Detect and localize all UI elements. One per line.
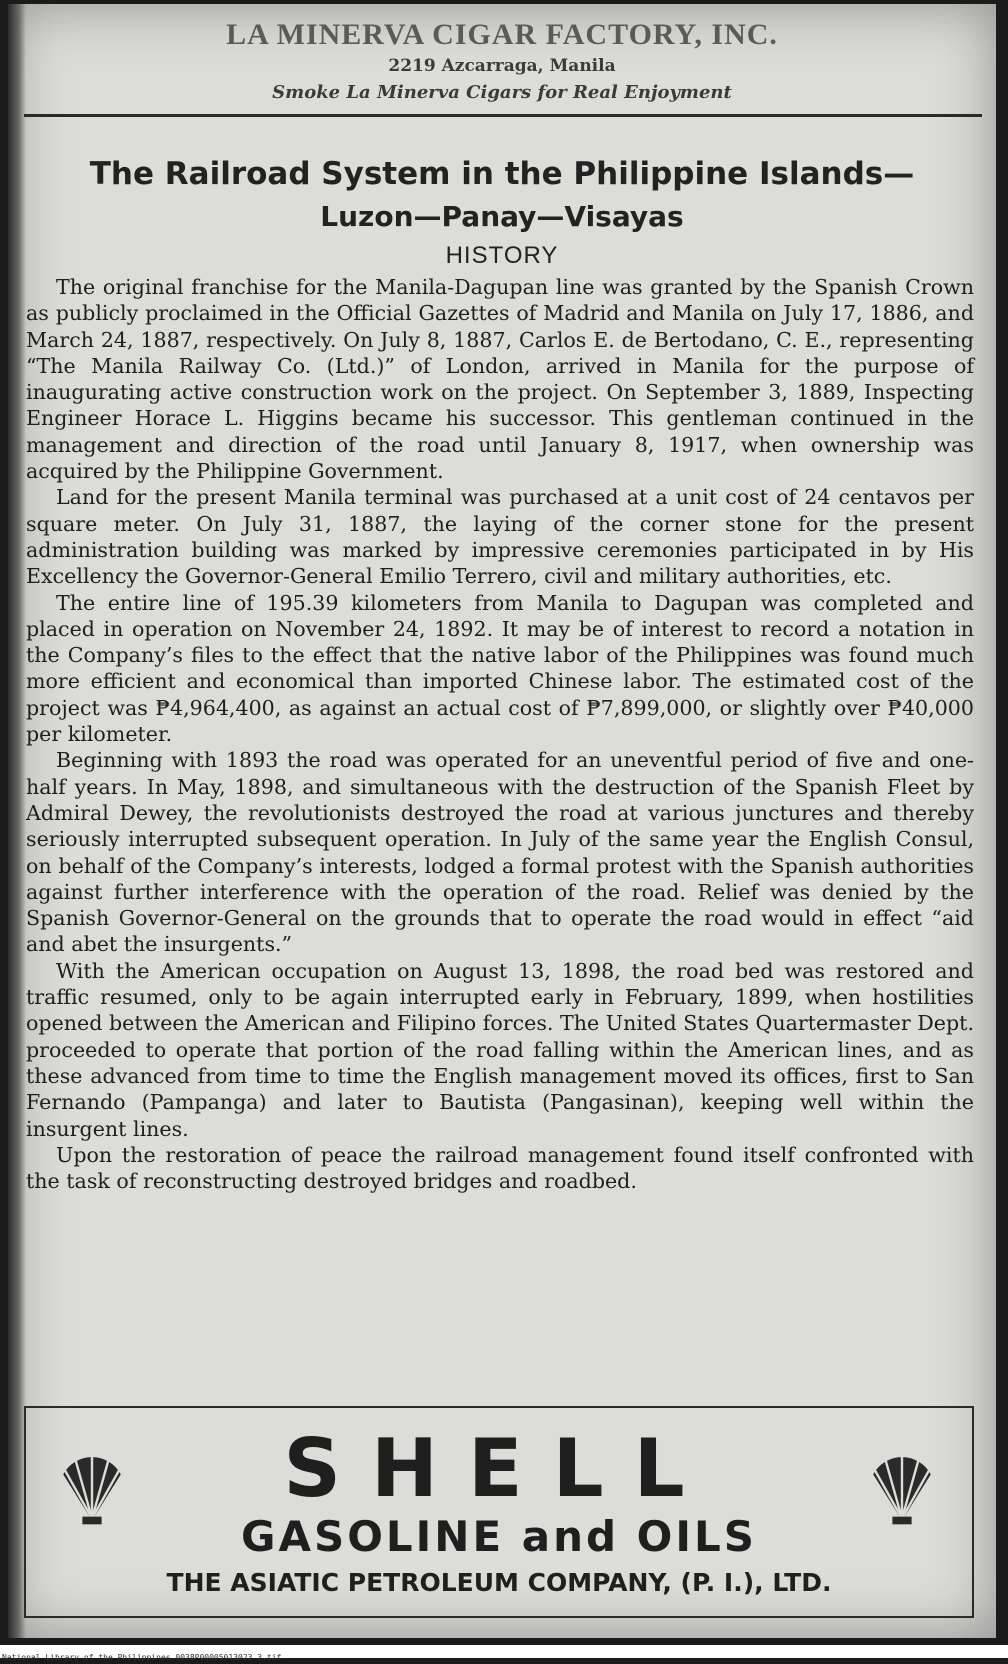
header-ad-address: 2219 Azcarraga, Manila — [388, 56, 616, 76]
shell-advertisement — [24, 1406, 974, 1618]
shell-brand-name: SHELL — [283, 1422, 715, 1515]
paragraph-american-occupation: With the American occupation on August 13, 1898, the road bed was restored and traffic resumed, only to be again interrupted early in February, 1899, when hostilities opened between the American and Filipino forces. The United States Quartermaster Dept. proceeded to operate that portion of the road falling within the American lines, and as these advanced from time to time the English management moved its offices, first to San Fernando (Pampanga) and later to Bautista (Pangasinan), keeping well within the insurgent lines. — [26, 958, 974, 1141]
paragraph-restoration: Upon the restoration of peace the railroad management found itself confronted with the task of reconstructing destroyed bridges and roadbed. — [26, 1142, 974, 1194]
paragraph-line-completion: The entire line of 195.39 kilometers from Manila to Dagupan was completed and placed in operation on November 24, 1892. It may be of interest to record a notation in the Company’s files to the effect that the native labor of the Philippines was found much more efficient and economical than imported Chinese labor. The estimated cost of the project was ₱4,964,400, as against an actual cost of ₱7,899,000, or slightly over ₱40,000 per kilometer. — [26, 590, 974, 747]
paragraph-terminal: Land for the present Manila terminal was purchased at a unit cost of 24 centavos per square meter. On July 31, 1887, the laying of the corner stone for the present administration building was marked by impressive ceremonies participated in by His Excellency the Governor-General Emilio Terrero, civil and military authorities, etc. — [26, 485, 974, 589]
header-advertisement — [8, 18, 996, 103]
section-heading: HISTORY — [445, 242, 559, 269]
scan-credit: National Library of the Philippines 0038P00005013023 3.tif — [2, 1653, 282, 1662]
article-title: The Railroad System in the Philippine Islands— — [89, 156, 915, 192]
document-page — [8, 4, 996, 1638]
article-subtitle: Luzon—Panay—Visayas — [320, 200, 684, 233]
paragraph-revolution: Beginning with 1893 the road was operated for an uneventful period of five and one-half years. In May, 1898, and simultaneous with the destruction of the Spanish Fleet by Admiral Dewey, the revolutionists destroyed the road at various junctures and thereby seriously interrupted subsequent operation. In July of the same year the English Consul, on behalf of the Company’s interests, lodged a formal protest with the Spanish authorities against further interference with the operation of the road. Relief was denied by the Spanish Governor-General on the grounds that to operate the road would in effect “aid and abet the insurgents.” — [26, 748, 974, 957]
header-ad-slogan: Smoke La Minerva Cigars for Real Enjoyment — [272, 82, 732, 103]
article-body — [26, 274, 974, 1194]
shell-product-line: GASOLINE and OILS — [240, 1512, 758, 1561]
paragraph-franchise: The original franchise for the Manila-Dagupan line was granted by the Spanish Crown as publicly proclaimed in the Official Gazettes of Madrid and Manila on July 17, 1886, and March 24, 1887, respectively. On July 8, 1887, Carlos E. de Bertodano, C. E., representing “The Manila Railway Co. (Ltd.)” of London, arrived in Manila for the purpose of inaugurating active construction work on the project. On September 3, 1889, Inspecting Engineer Horace L. Higgins became his successor. This gentleman continued in the management and direction of the road until January 8, 1917, when ownership was acquired by the Philippine Government. — [26, 275, 974, 484]
header-divider — [24, 114, 982, 117]
scan-footer — [0, 1645, 1008, 1662]
header-ad-company: LA MINERVA CIGAR FACTORY, INC. — [226, 18, 778, 51]
shell-company-name: THE ASIATIC PETROLEUM COMPANY, (P. I.), LTD. — [166, 1568, 832, 1597]
